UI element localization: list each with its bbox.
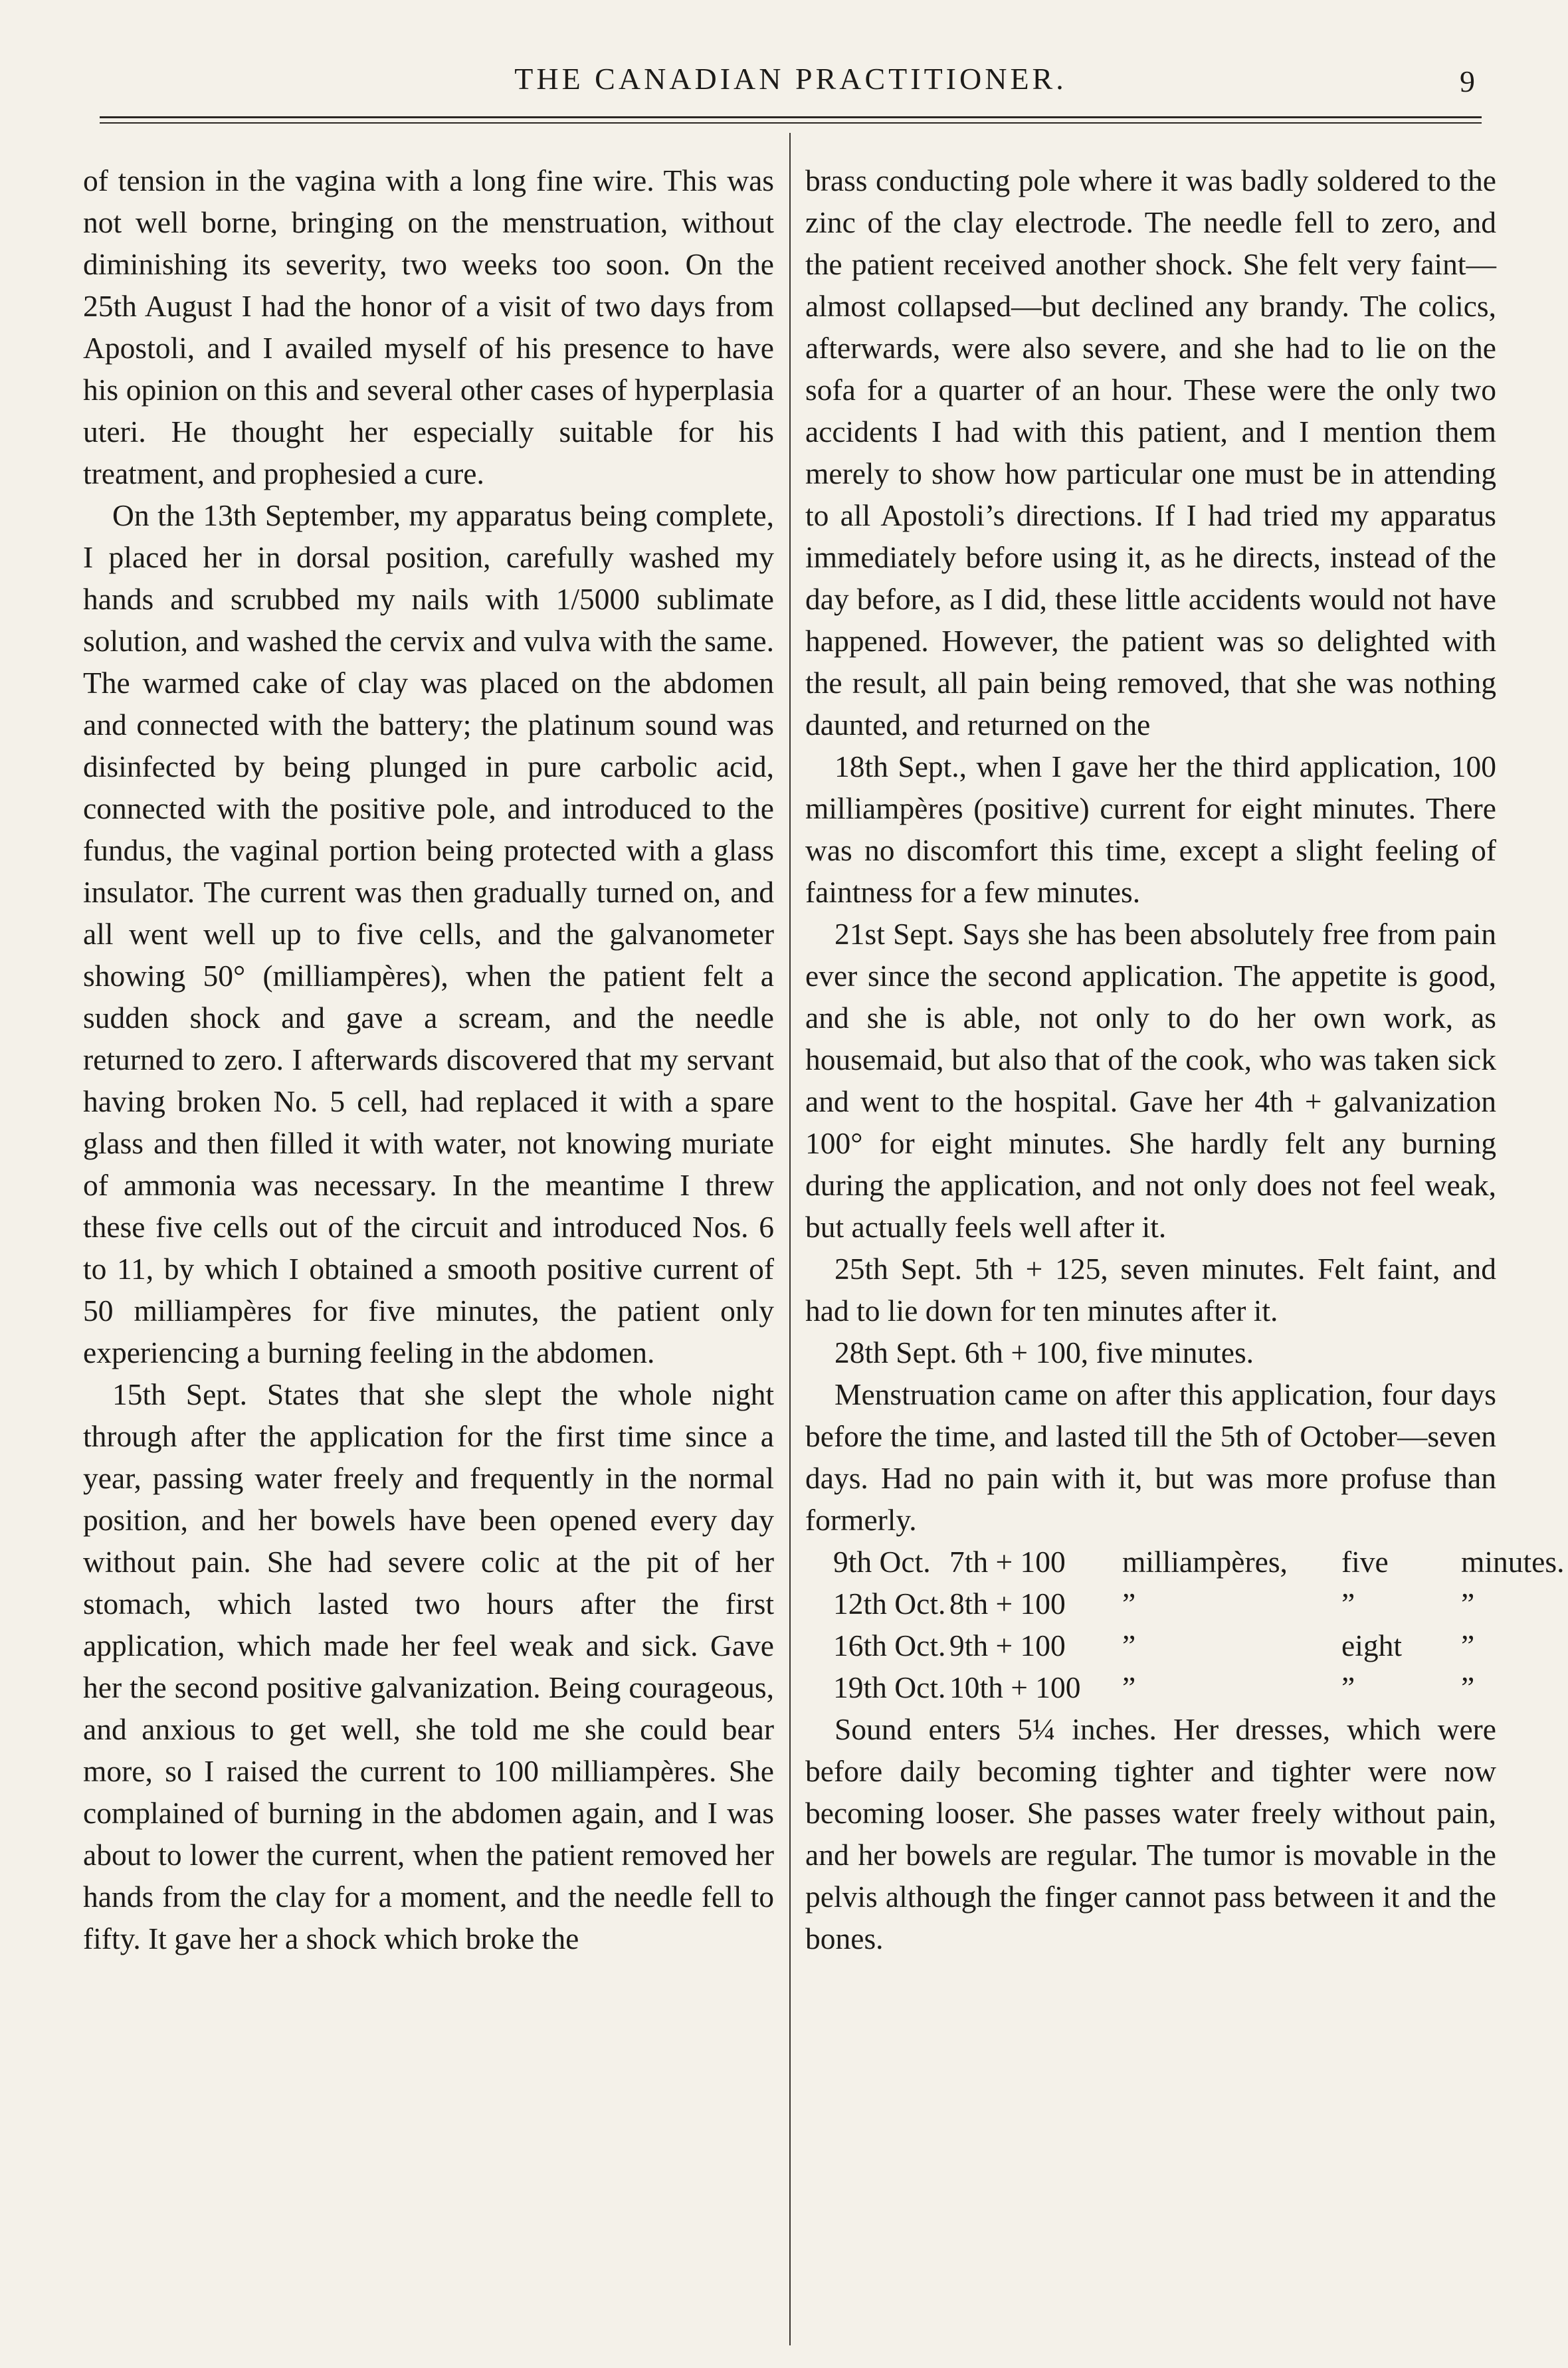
schedule-unit: ”: [1122, 1628, 1136, 1662]
schedule-unit: ”: [1122, 1587, 1136, 1621]
left-column: [83, 159, 774, 1959]
paragraph: On the 13th September, my apparatus being complete, I placed her in dorsal position, carefully washed my hands and scrubbed my nails with 1/5000 sublimate solution, and washed the cervix and vulva with the same. The warmed cake of clay was placed on the abdomen and connected with the battery; the platinum sound was disinfected by being plunged in pure carbolic acid, connected with the positive pole, and introduced to the fundus, the vaginal portion being protected with a glass insulator. The current was then gradually turned on, and all went well up to five cells, and the galvanometer showing 50° (milliampères), when the patient felt a sudden shock and gave a scream, and the needle returned to zero. I afterwards discovered that my servant having broken No. 5 cell, had replaced it with a spare glass and then filled it with water, not knowing muriate of ammonia was necessary. In the meantime I threw these five cells out of the circuit and introduced Nos. 6 to 11, by which I obtained a smooth positive current of 50 milliampères for five minutes, the patient only experiencing a burning feeling in the abdomen.: [83, 498, 774, 1369]
schedule-date: 12th Oct.: [833, 1587, 946, 1621]
page-header: [100, 61, 1482, 108]
schedule-duration: ”: [1461, 1670, 1475, 1704]
schedule-unit: milliampères,: [1122, 1545, 1288, 1579]
schedule-amount: five: [1341, 1545, 1389, 1579]
header-rule-thin: [100, 122, 1482, 124]
schedule-amount: ”: [1341, 1670, 1355, 1704]
running-title: THE CANADIAN PRACTITIONER.: [514, 62, 1067, 96]
schedule-date: 9th Oct.: [833, 1545, 931, 1579]
paragraph: 21st Sept. Says she has been absolutely free from pain ever since the second application. The appetite is good, and she is able, not only to do her own work, as housemaid, but also that of the cook, who was taken sick and went to the hospital. Gave her 4th + galvanization 100° for eight minutes. She hardly felt any burning during the application, and not only does not feel weak, but actually feels well after it.: [805, 917, 1496, 1244]
paragraph: Menstruation came on after this application, four days before the time, and lasted till the 5th of October—seven days. Had no pain with it, but was more profuse than formerly.: [805, 1377, 1496, 1537]
paragraph: of tension in the vagina with a long fine wire. This was not well borne, bringing on the menstruation, without diminishing its severity, two weeks too soon. On the 25th August I had the honor of a visit of two days from Apostoli, and I availed myself of his presence to have his opinion on this and several other cases of hyperplasia uteri. He thought her especially suitable for his treatment, and prophesied a cure.: [83, 163, 774, 490]
header-rule-thick: [100, 116, 1482, 118]
schedule-row: [805, 1666, 1496, 1708]
schedule-amount: ”: [1341, 1587, 1355, 1621]
paragraph: 28th Sept. 6th + 100, five minutes.: [834, 1335, 1254, 1369]
schedule-duration: ”: [1461, 1628, 1475, 1662]
schedule-dose: 10th + 100: [949, 1670, 1081, 1704]
schedule-date: 19th Oct.: [833, 1670, 946, 1704]
schedule-date: 16th Oct.: [833, 1628, 946, 1662]
schedule-dose: 7th + 100: [949, 1545, 1066, 1579]
column-divider: [789, 133, 791, 2345]
schedule-unit: ”: [1122, 1670, 1136, 1704]
paragraph: 15th Sept. States that she slept the whole night through after the application for the first time since a year, passing water freely and frequently in the normal position, and her bowels have been opened every day without pain. She had severe colic at the pit of her stomach, which lasted two hours after the first application, which made her feel weak and sick. Gave her the second positive galvanization. Being courageous, and anxious to get well, she told me she could bear more, so I raised the current to 100 milliampères. She complained of burning in the abdomen again, and I was about to lower the current, when the patient removed her hands from the clay for a moment, and the needle fell to fifty. It gave her a shock which broke the: [83, 1377, 774, 1955]
schedule-amount: eight: [1341, 1628, 1402, 1662]
schedule-dose: 8th + 100: [949, 1587, 1066, 1621]
schedule-row: [805, 1541, 1565, 1583]
schedule-duration: minutes.: [1461, 1545, 1565, 1579]
schedule-row: [805, 1583, 1496, 1625]
paragraph: 25th Sept. 5th + 125, seven minutes. Felt faint, and had to lie down for ten minutes after it.: [805, 1252, 1496, 1328]
paragraph: Sound enters 5¼ inches. Her dresses, which were before daily becoming tighter and tighter were now becoming looser. She passes water freely without pain, and her bowels are regular. The tumor is movable in the pelvis although the finger cannot pass between it and the bones.: [805, 1712, 1496, 1955]
schedule-row: [805, 1625, 1496, 1666]
page-number: 9: [1460, 64, 1475, 98]
right-column: [805, 159, 1565, 1959]
schedule-dose: 9th + 100: [949, 1628, 1066, 1662]
schedule-duration: ”: [1461, 1587, 1475, 1621]
paragraph: brass conducting pole where it was badly soldered to the zinc of the clay electrode. The needle fell to zero, and the patient received another shock. She felt very faint—almost collapsed—but declined any brandy. The colics, afterwards, were also severe, and she had to lie on the sofa for a quarter of an hour. These were the only two accidents I had with this patient, and I mention them merely to show how particular one must be in attending to all Apostoli’s directions. If I had tried my apparatus immediately before using it, as he directs, instead of the day before, as I did, these little accidents would not have happened. However, the patient was so delighted with the result, all pain being removed, that she was nothing daunted, and returned on the: [805, 163, 1496, 741]
treatment-schedule: [805, 1541, 1565, 1708]
paragraph: 18th Sept., when I gave her the third application, 100 milliampères (positive) current for eight minutes. There was no discomfort this time, except a slight feeling of faintness for a few minutes.: [805, 749, 1496, 909]
